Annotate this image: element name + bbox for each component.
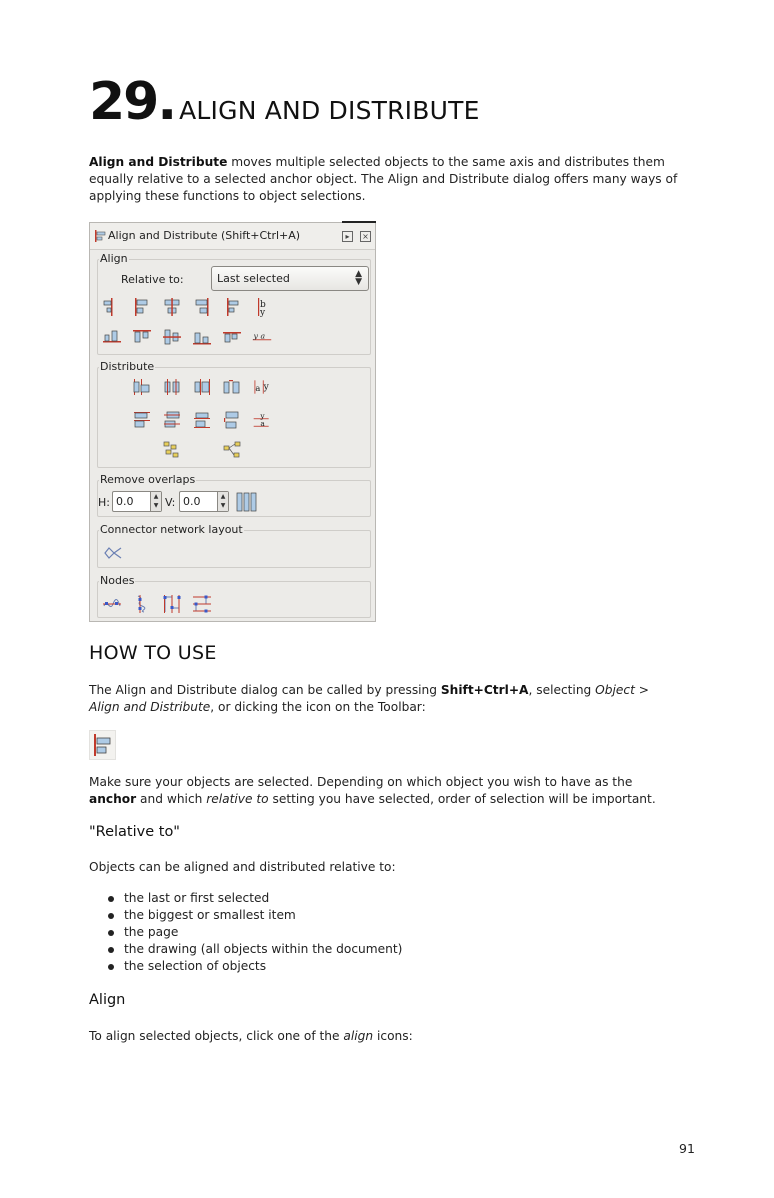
align-paragraph (89, 1028, 679, 1045)
relative-to-heading: "Relative to" (89, 824, 180, 840)
spin-arrows-icon: ▲ ▼ (355, 269, 362, 287)
text-run: , selecting (528, 683, 596, 697)
svg-text:b: b (260, 300, 266, 310)
align-bottom-to-top-anchor-icon[interactable] (222, 327, 242, 347)
distribute-nodes-horizontal-icon[interactable] (162, 594, 182, 614)
distribute-top-edges-icon[interactable] (132, 410, 152, 430)
intro-bold-term: Align and Distribute (89, 155, 228, 169)
align-left-edges-icon[interactable] (132, 297, 152, 317)
list-item: the last or first selected (105, 890, 402, 907)
remove-overlaps-section-label: Remove overlaps (100, 473, 196, 486)
svg-text:y: y (260, 308, 266, 317)
dialog-dock-icon[interactable]: ▸ (342, 231, 353, 242)
align-right-edges-to-left-anchor-icon[interactable] (102, 297, 122, 317)
unclump-objects-icon[interactable] (222, 440, 242, 460)
dialog-titlebar (90, 223, 375, 250)
distribute-text-anchors-horizontal-icon[interactable] (252, 377, 272, 397)
intro-text: moves multiple selected objects to the same axis and distributes them equally relative to a selected anchor object. The Align and Distribute dialog offers many ways of applying these functions to object selections. (89, 155, 678, 203)
text-run: , or dicking the icon on the Toolbar: (210, 700, 426, 714)
distribute-centers-vertical-icon[interactable] (162, 410, 182, 430)
svg-text:a: a (255, 383, 261, 394)
v-gap-label: V: (165, 496, 176, 509)
relative-to-intro: Objects can be aligned and distributed relative to: (89, 860, 396, 874)
text-run: setting you have selected, order of selection will be important. (268, 792, 656, 806)
align-baseline-vertical-icon[interactable] (252, 327, 272, 347)
v-gap-spinner[interactable] (179, 491, 229, 512)
how-to-use-heading: HOW TO USE (89, 642, 217, 664)
distribute-centers-horizontal-icon[interactable] (162, 377, 182, 397)
h-gap-label: H: (98, 496, 110, 509)
distribute-bottom-edges-icon[interactable] (192, 410, 212, 430)
anchor-term: anchor (89, 792, 137, 806)
how-to-use-paragraph (89, 682, 679, 716)
svg-text:y: y (260, 411, 265, 421)
align-distribute-dialog (89, 222, 376, 622)
nodes-section-label: Nodes (100, 574, 135, 587)
chapter-heading (89, 72, 480, 132)
align-right-edges-icon[interactable] (192, 297, 212, 317)
align-nodes-vertical-icon[interactable] (132, 594, 152, 614)
h-gap-spinner[interactable] (112, 491, 162, 512)
align-term: align (343, 1029, 374, 1043)
menu-path-text: Object > Align and Distribute (89, 683, 649, 714)
arrange-connector-network-icon[interactable] (102, 543, 124, 563)
svg-text:a: a (260, 331, 266, 341)
center-on-horizontal-axis-icon[interactable] (162, 327, 182, 347)
relative-to-list (105, 890, 402, 975)
align-section-label: Align (100, 252, 128, 265)
align-text-anchors-horizontal-icon[interactable] (252, 297, 272, 317)
dialog-title: Align and Distribute (Shift+Ctrl+A) (108, 229, 301, 242)
spin-arrows-icon[interactable]: ▲ ▼ (217, 492, 228, 511)
shortcut-text: Shift+Ctrl+A (440, 683, 529, 697)
chapter-title: ALIGN AND DISTRIBUTE (179, 96, 480, 125)
distribute-section-label: Distribute (100, 360, 155, 373)
svg-text:y: y (263, 381, 269, 393)
align-nodes-horizontal-icon[interactable] (102, 594, 122, 614)
connector-section-label: Connector network layout (100, 523, 243, 536)
svg-text:a: a (260, 418, 265, 428)
list-item: the biggest or smallest item (105, 907, 402, 924)
align-distribute-toolbar-icon (90, 731, 115, 759)
align-top-to-bottom-anchor-icon[interactable] (102, 327, 122, 347)
text-run: To align selected objects, click one of the (89, 1029, 344, 1043)
distribute-left-edges-icon[interactable] (132, 377, 152, 397)
text-run: The Align and Distribute dialog can be called by pressing (89, 683, 441, 697)
align-left-edges-to-right-anchor-icon[interactable] (222, 297, 242, 317)
distribute-text-anchors-vertical-icon[interactable] (252, 410, 272, 430)
relative-to-value: Last selected (217, 272, 290, 285)
page-number: 91 (679, 1141, 695, 1156)
relative-to-term: relative to (206, 792, 269, 806)
dialog-close-icon[interactable]: × (360, 231, 371, 242)
chapter-number: 29. (89, 72, 176, 132)
align-dialog-icon (94, 230, 106, 242)
spin-arrows-icon[interactable]: ▲ ▼ (150, 492, 161, 511)
align-bottom-edges-icon[interactable] (192, 327, 212, 347)
distribute-nodes-vertical-icon[interactable] (192, 594, 212, 614)
remove-overlaps-icon[interactable] (235, 491, 259, 513)
list-item: the selection of objects (105, 958, 402, 975)
relative-to-label: Relative to: (121, 273, 184, 286)
v-gap-value: 0.0 (183, 495, 201, 508)
relative-to-select[interactable] (211, 266, 369, 291)
text-run: and which (136, 792, 207, 806)
distribute-right-edges-icon[interactable] (192, 377, 212, 397)
randomize-centers-icon[interactable] (162, 440, 182, 460)
distribute-equal-vertical-gaps-icon[interactable] (222, 410, 242, 430)
intro-paragraph (89, 154, 679, 205)
align-heading: Align (89, 992, 126, 1008)
list-item: the drawing (all objects within the document) (105, 941, 402, 958)
text-run: icons: (373, 1029, 413, 1043)
distribute-equal-horizontal-gaps-icon[interactable] (222, 377, 242, 397)
toolbar-align-icon-example (89, 730, 116, 760)
text-run: Make sure your objects are selected. Depending on which object you wish to have as the (89, 775, 633, 789)
align-top-edges-icon[interactable] (132, 327, 152, 347)
list-item: the page (105, 924, 402, 941)
svg-text:y: y (253, 331, 258, 341)
selection-paragraph (89, 774, 679, 808)
center-on-vertical-axis-icon[interactable] (162, 297, 182, 317)
h-gap-value: 0.0 (116, 495, 134, 508)
